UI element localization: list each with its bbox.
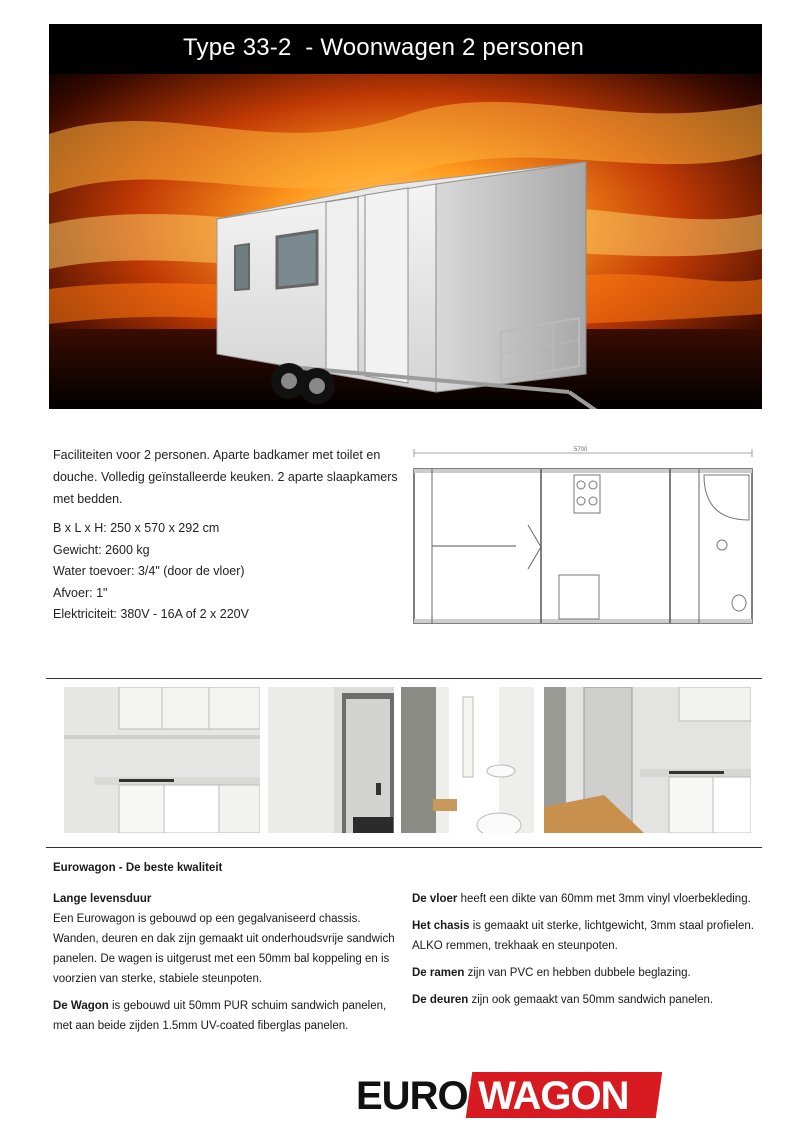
kitchen-photo xyxy=(64,687,260,833)
logo-wagon: WAGON xyxy=(478,1074,629,1118)
title-bar xyxy=(49,24,762,74)
spec-weight: Gewicht: 2600 kg xyxy=(53,542,150,557)
longevity-text: Een Eurowagon is gebouwd op een gegalvaniseerd chassis. Wanden, deuren en dak zijn gemaakt uit onderhoudsvrije sandwich panelen. De wagen is uitgerust met een 50mm bal koppeling en is voorzien van sterke, stabiele steunpoten. xyxy=(53,913,395,985)
spec-dimensions: B x L x H: 250 x 570 x 292 cm xyxy=(53,521,220,535)
facilities-description: Faciliteiten voor 2 personen. Aparte badkamer met toilet en douche. Volledig geïnstalleerde keuken. 2 aparte slaapkamers met bedden. xyxy=(53,448,398,506)
eurowagon-logo xyxy=(352,1072,660,1120)
chassis-text: is gemaakt uit sterke, lichtgewicht, 3mm staal profielen. ALKO remmen, trekhaak en steunpoten. xyxy=(412,920,754,952)
trailer-photo xyxy=(49,74,762,409)
room-photo xyxy=(544,687,751,833)
longevity-heading: Lange levensduur xyxy=(53,893,152,905)
section-title: Eurowagon - De beste kwaliteit xyxy=(53,862,223,874)
quality-right-column xyxy=(412,889,757,1017)
wagon-text: is gebouwd uit 50mm PUR schuim sandwich panelen, met aan beide zijden 1.5mm UV-coated fiberglas panelen. xyxy=(53,1000,387,1032)
doors-text: zijn ook gemaakt van 50mm sandwich panelen. xyxy=(468,994,714,1006)
chassis-paragraph xyxy=(412,916,757,956)
windows-text: zijn van PVC en hebben dubbele beglazing. xyxy=(464,967,691,979)
divider-top xyxy=(46,678,762,679)
divider-bottom xyxy=(46,847,762,848)
floor-plan-dimension: 5700 xyxy=(574,447,588,453)
chassis-label: Het chasis xyxy=(412,920,470,932)
page-title: Type 33-2 - Woonwagen 2 personen xyxy=(183,34,585,61)
floor-text: heeft een dikte van 60mm met 3mm vinyl vloerbekleding. xyxy=(457,893,751,905)
floor-label: De vloer xyxy=(412,893,458,905)
floor-paragraph xyxy=(412,889,757,909)
wagon-label: De Wagon xyxy=(53,1000,109,1012)
windows-paragraph xyxy=(412,963,757,983)
specifications-list xyxy=(53,518,249,626)
quality-left-column xyxy=(53,889,403,1043)
doors-paragraph xyxy=(412,990,757,1010)
hero-banner xyxy=(49,24,762,409)
wagon-paragraph xyxy=(53,996,403,1036)
windows-label: De ramen xyxy=(412,967,465,979)
logo-euro: EURO xyxy=(356,1074,468,1118)
bathroom-photo xyxy=(401,687,534,833)
door-photo xyxy=(268,687,394,833)
spec-electricity: Elektriciteit: 380V - 16A of 2 x 220V xyxy=(53,607,249,621)
floor-plan xyxy=(404,445,756,633)
doors-label: De deuren xyxy=(412,994,469,1006)
spec-water-supply: Water toevoer: 3/4" (door de vloer) xyxy=(53,564,245,578)
spec-drain: Afvoer: 1" xyxy=(53,585,108,600)
